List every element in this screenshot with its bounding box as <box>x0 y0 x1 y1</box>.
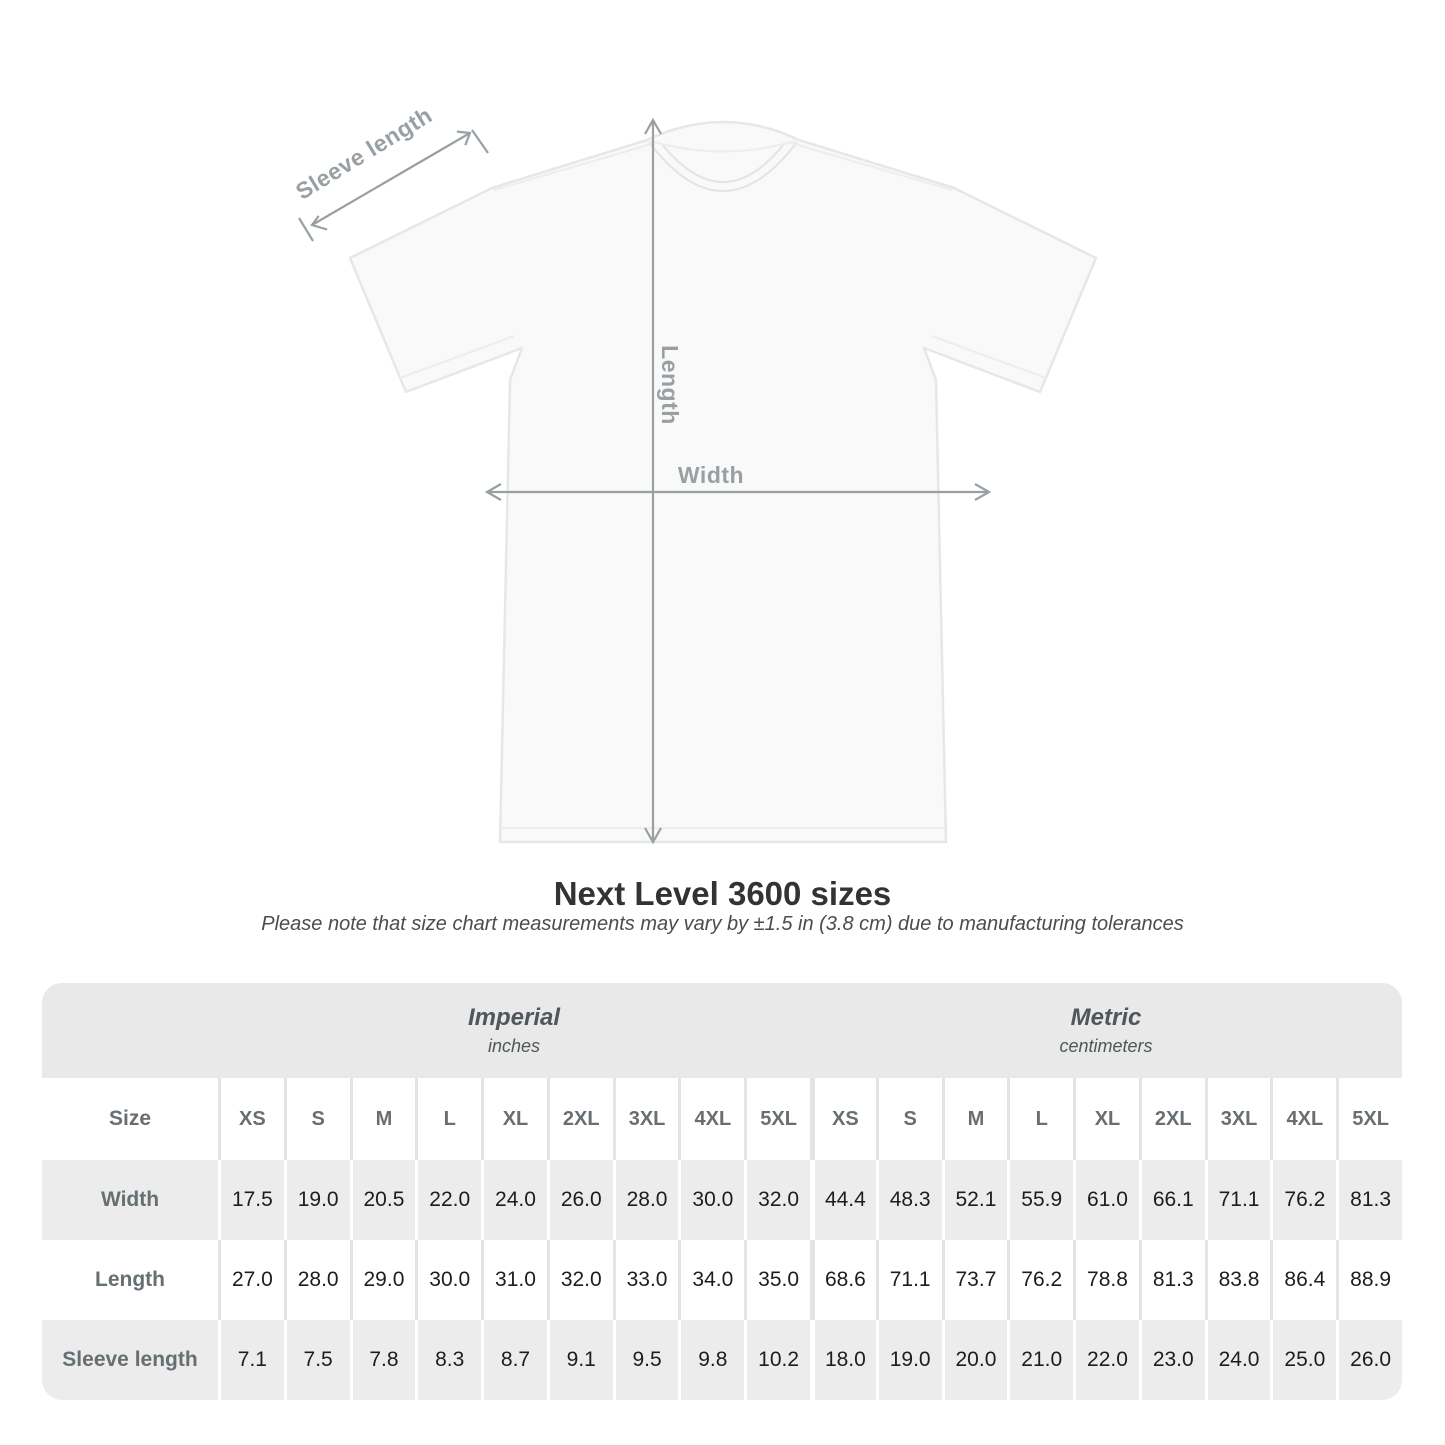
size-col-imperial-m: M <box>350 1078 416 1160</box>
value-cell: 76.2 <box>1007 1240 1073 1320</box>
size-col-metric-5xl: 5XL <box>1336 1078 1402 1160</box>
size-col-metric-s: S <box>876 1078 942 1160</box>
value-cell: 48.3 <box>876 1160 942 1240</box>
value-cell: 28.0 <box>284 1240 350 1320</box>
value-cell: 73.7 <box>942 1240 1008 1320</box>
value-cell: 83.8 <box>1205 1240 1271 1320</box>
size-header-row <box>42 1078 1402 1160</box>
value-cell: 78.8 <box>1073 1240 1139 1320</box>
row-label: Length <box>95 1268 165 1291</box>
width-label: Width <box>677 462 745 488</box>
value-cell: 9.1 <box>547 1320 613 1400</box>
value-cell: 18.0 <box>810 1320 876 1400</box>
row-label: Sleeve length <box>62 1348 198 1371</box>
size-col-imperial-4xl: 4XL <box>678 1078 744 1160</box>
value-cell: 20.5 <box>350 1160 416 1240</box>
size-col-imperial-l: L <box>415 1078 481 1160</box>
value-cell: 33.0 <box>613 1240 679 1320</box>
size-col-metric-4xl: 4XL <box>1270 1078 1336 1160</box>
imperial-section-header <box>218 983 810 1078</box>
value-cell: 32.0 <box>744 1160 810 1240</box>
sleeve-length-label: Sleeve length <box>291 101 437 205</box>
value-cell: 7.1 <box>218 1320 284 1400</box>
value-cell: 55.9 <box>1007 1160 1073 1240</box>
value-cell: 30.0 <box>415 1240 481 1320</box>
value-cell: 71.1 <box>1205 1160 1271 1240</box>
value-cell: 35.0 <box>744 1240 810 1320</box>
value-cell: 17.5 <box>218 1160 284 1240</box>
value-cell: 27.0 <box>218 1240 284 1320</box>
size-corner-label: Size <box>108 1107 152 1130</box>
size-col-metric-3xl: 3XL <box>1205 1078 1271 1160</box>
size-col-metric-m: M <box>942 1078 1008 1160</box>
size-col-imperial-5xl: 5XL <box>744 1078 810 1160</box>
size-table-rows <box>42 1078 1402 1400</box>
value-cell: 32.0 <box>547 1240 613 1320</box>
value-cell: 9.8 <box>678 1320 744 1400</box>
size-col-imperial-xs: XS <box>218 1078 284 1160</box>
value-cell: 9.5 <box>613 1320 679 1400</box>
value-cell: 29.0 <box>350 1240 416 1320</box>
value-cell: 26.0 <box>547 1160 613 1240</box>
page-title: Next Level 3600 sizes <box>553 875 892 912</box>
value-cell: 61.0 <box>1073 1160 1139 1240</box>
value-cell: 81.3 <box>1139 1240 1205 1320</box>
size-col-metric-xl: XL <box>1073 1078 1139 1160</box>
value-cell: 52.1 <box>942 1160 1008 1240</box>
unit-band <box>42 983 1402 1078</box>
value-cell: 10.2 <box>744 1320 810 1400</box>
size-col-imperial-3xl: 3XL <box>613 1078 679 1160</box>
value-cell: 19.0 <box>284 1160 350 1240</box>
value-cell: 34.0 <box>678 1240 744 1320</box>
imperial-label: Imperial <box>467 1004 561 1031</box>
row-label: Width <box>100 1188 160 1211</box>
value-cell: 30.0 <box>678 1160 744 1240</box>
value-cell: 24.0 <box>481 1160 547 1240</box>
value-cell: 19.0 <box>876 1320 942 1400</box>
measure-row-sleeve-length <box>42 1320 1402 1400</box>
value-cell: 7.8 <box>350 1320 416 1400</box>
value-cell: 68.6 <box>810 1240 876 1320</box>
value-cell: 71.1 <box>876 1240 942 1320</box>
size-chart-table <box>42 983 1402 1400</box>
value-cell: 24.0 <box>1205 1320 1271 1400</box>
measure-row-length <box>42 1240 1402 1320</box>
imperial-unit: inches <box>487 1036 541 1056</box>
value-cell: 7.5 <box>284 1320 350 1400</box>
value-cell: 76.2 <box>1270 1160 1336 1240</box>
metric-label: Metric <box>1070 1004 1142 1031</box>
value-cell: 66.1 <box>1139 1160 1205 1240</box>
size-col-imperial-2xl: 2XL <box>547 1078 613 1160</box>
value-cell: 20.0 <box>942 1320 1008 1400</box>
size-col-imperial-xl: XL <box>481 1078 547 1160</box>
value-cell: 25.0 <box>1270 1320 1336 1400</box>
value-cell: 8.7 <box>481 1320 547 1400</box>
value-cell: 31.0 <box>481 1240 547 1320</box>
value-cell: 86.4 <box>1270 1240 1336 1320</box>
value-cell: 21.0 <box>1007 1320 1073 1400</box>
value-cell: 22.0 <box>1073 1320 1139 1400</box>
length-label: Length <box>657 345 683 425</box>
value-cell: 22.0 <box>415 1160 481 1240</box>
value-cell: 28.0 <box>613 1160 679 1240</box>
tolerance-note: Please note that size chart measurements may vary by ±1.5 in (3.8 cm) due to manufacturing tolerances <box>261 913 1184 935</box>
value-cell: 8.3 <box>415 1320 481 1400</box>
size-col-metric-l: L <box>1007 1078 1073 1160</box>
size-col-imperial-s: S <box>284 1078 350 1160</box>
value-cell: 26.0 <box>1336 1320 1402 1400</box>
metric-unit: centimeters <box>1059 1036 1153 1056</box>
value-cell: 23.0 <box>1139 1320 1205 1400</box>
value-cell: 44.4 <box>810 1160 876 1240</box>
metric-section-header <box>810 983 1402 1078</box>
measure-row-width <box>42 1160 1402 1240</box>
value-cell: 88.9 <box>1336 1240 1402 1320</box>
value-cell: 81.3 <box>1336 1160 1402 1240</box>
size-col-metric-xs: XS <box>810 1078 876 1160</box>
size-col-metric-2xl: 2XL <box>1139 1078 1205 1160</box>
